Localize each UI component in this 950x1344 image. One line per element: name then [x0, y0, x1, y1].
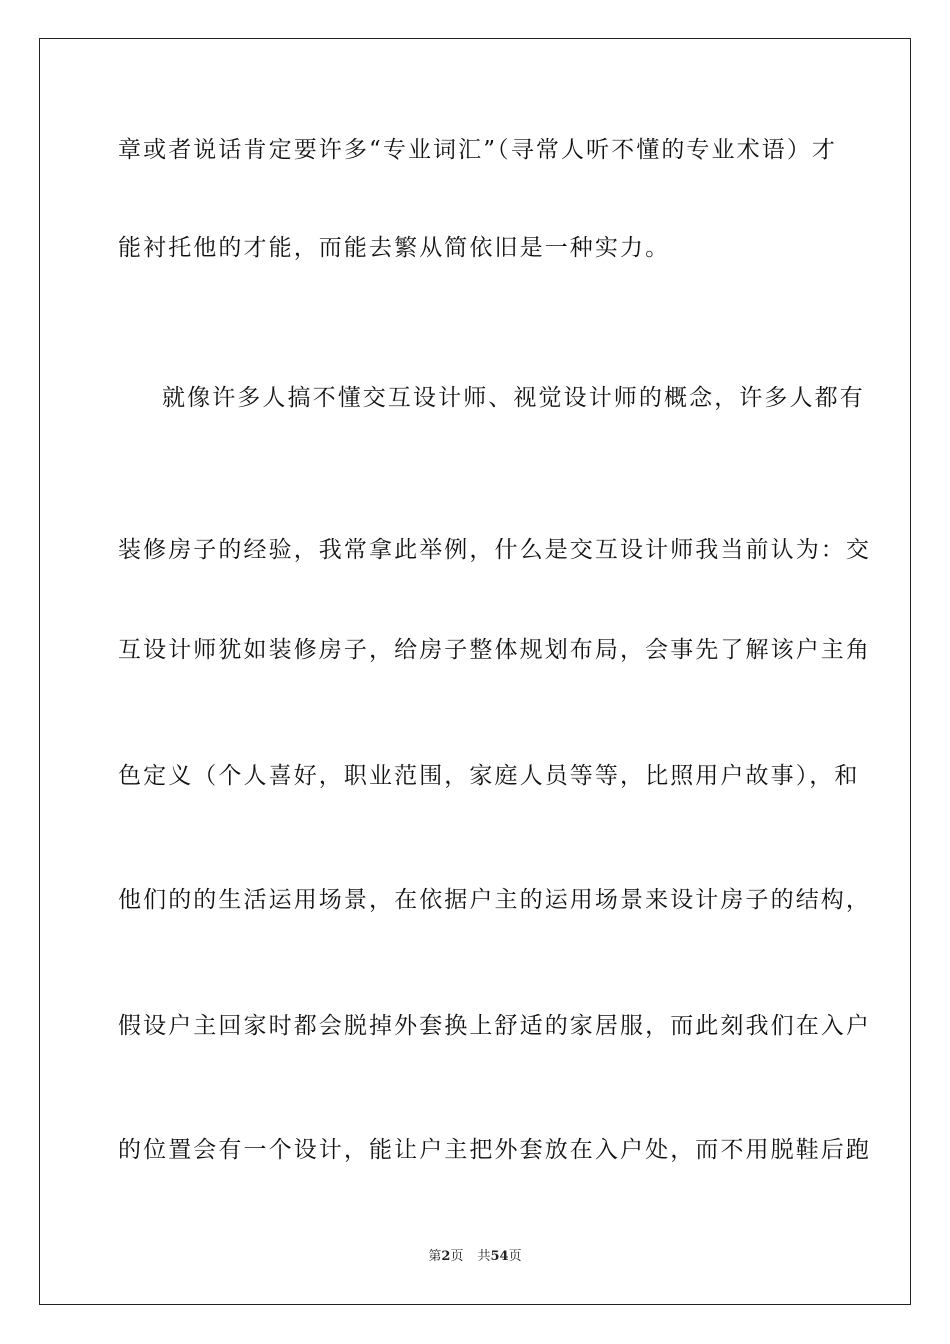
total-suffix: 页 — [508, 1249, 522, 1264]
text-line: 能衬托他的才能，而能去繁从简依旧是一种实力。 — [118, 235, 671, 261]
page-number: 2 — [441, 1249, 451, 1264]
page-footer — [0, 1248, 950, 1266]
page-suffix: 页 — [450, 1249, 464, 1264]
total-pages: 54 — [490, 1249, 509, 1264]
text-line: 章或者说话肯定要许多“专业词汇”（寻常人听不懂的专业术语）才 — [118, 137, 838, 163]
text-line: 的位置会有一个设计，能让户主把外套放在入户处，而不用脱鞋后跑 — [118, 1137, 871, 1163]
text-line: 装修房子的经验，我常拿此举例，什么是交互设计师我当前认为：交 — [118, 537, 871, 563]
text-line: 他们的的生活运用场景，在依据户主的运用场景来设计房子的结构， — [118, 887, 871, 913]
total-prefix: 共 — [477, 1249, 491, 1264]
text-line: 互设计师犹如装修房子，给房子整体规划布局，会事先了解该户主角 — [118, 637, 871, 663]
page-prefix: 第 — [428, 1249, 442, 1264]
text-line: 色定义（个人喜好，职业范围，家庭人员等等，比照用户故事），和 — [118, 763, 860, 789]
paragraph-first-line: 就像许多人搞不懂交互设计师、视觉设计师的概念，许多人都有 — [162, 385, 865, 411]
text-line: 假设户主回家时都会脱掉外套换上舒适的家居服，而此刻我们在入户 — [118, 1013, 871, 1039]
page-border — [39, 38, 911, 1305]
